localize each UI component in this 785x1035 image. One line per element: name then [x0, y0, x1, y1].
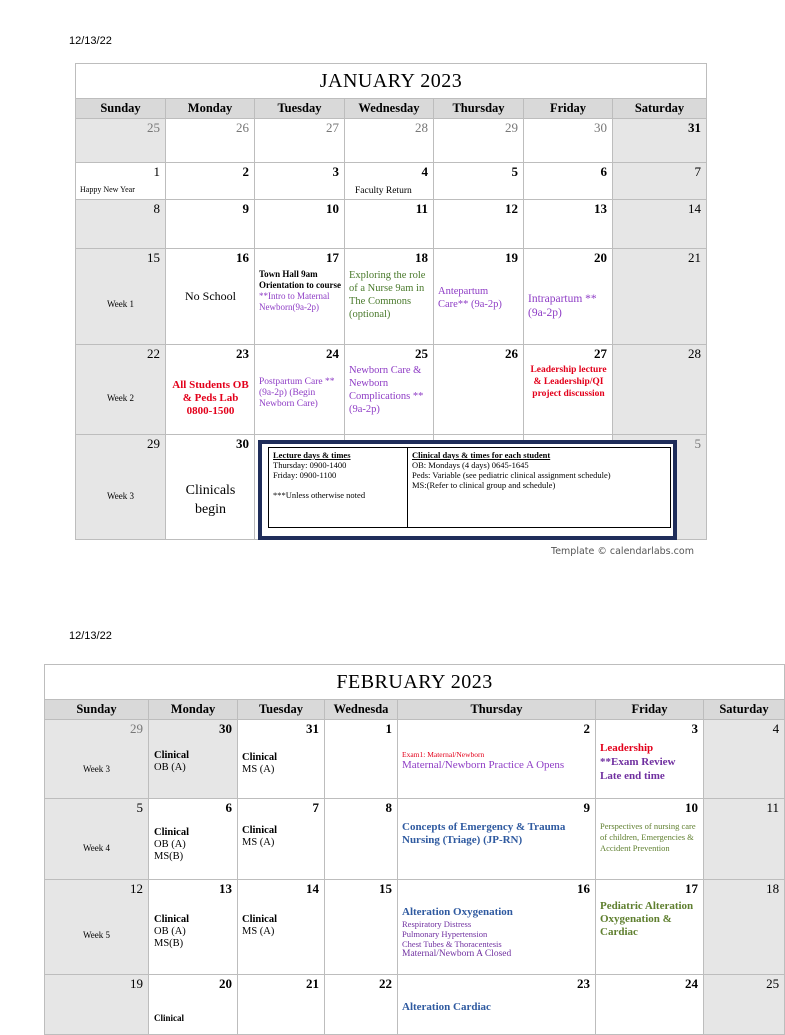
day-cell	[76, 249, 166, 345]
day-cell	[398, 799, 596, 880]
event-clinical	[154, 827, 234, 863]
event-exploring: Exploring the role of a Nurse 9am in The Commons (optional)	[349, 270, 426, 320]
practice-a-opens: Maternal/Newborn Practice A Opens	[402, 759, 565, 771]
day-cell	[398, 720, 596, 799]
day-number: 17	[326, 250, 339, 265]
event-faculty-return: Faculty Return	[355, 186, 412, 196]
day-cell	[325, 720, 398, 799]
day-number: 14	[688, 201, 701, 216]
header-tuesday: Tuesday	[238, 700, 325, 720]
day-number: 13	[219, 881, 232, 896]
day-cell	[166, 200, 255, 249]
event-clinicals-begin: Clinicals begin	[185, 483, 236, 517]
day-number: 26	[505, 346, 518, 361]
header-wednesday: Wednesda	[325, 700, 398, 720]
day-cell	[325, 880, 398, 975]
header-wednesday: Wednesday	[345, 99, 434, 119]
day-cell	[45, 975, 149, 1035]
event-newborn-care: Newborn Care & Newborn Complications **(9a-2p)	[349, 365, 424, 415]
day-cell	[613, 345, 707, 435]
day-number: 25	[766, 976, 780, 991]
leadership-text: Leadership	[600, 742, 654, 754]
day-number: 7	[312, 800, 319, 815]
event-clinical	[242, 825, 321, 849]
day-cell	[76, 200, 166, 249]
day-number: 26	[236, 120, 249, 135]
header-thursday: Thursday	[398, 700, 596, 720]
day-cell	[149, 720, 238, 799]
day-cell	[704, 880, 785, 975]
day-number: 18	[766, 881, 780, 896]
day-cell	[325, 975, 398, 1035]
day-cell	[238, 975, 325, 1035]
day-number: 15	[147, 250, 160, 265]
day-number: 10	[685, 800, 698, 815]
day-number: 12	[130, 881, 143, 896]
header-monday: Monday	[166, 99, 255, 119]
day-cell	[166, 163, 255, 200]
day-number: 19	[505, 250, 518, 265]
info-divider	[407, 448, 408, 527]
lecture-thursday: Thursday: 0900-1400	[273, 460, 347, 470]
day-cell	[76, 435, 166, 540]
clinical-label: Clinical	[154, 750, 190, 761]
day-cell	[76, 345, 166, 435]
alteration-oxygenation-title: Alteration Oxygenation	[402, 906, 513, 918]
day-number: 13	[594, 201, 607, 216]
day-number: 8	[153, 201, 160, 216]
day-cell	[345, 200, 434, 249]
day-cell	[704, 799, 785, 880]
event-pediatric-alteration: Pediatric Alteration Oxygenation & Cardiac	[600, 900, 694, 938]
clinical-label: Clinical	[154, 827, 190, 838]
exam1-text: Exam1: Maternal/Newborn	[402, 750, 485, 759]
day-cell	[255, 163, 345, 200]
day-number: 27	[594, 346, 607, 361]
day-number: 6	[225, 800, 232, 815]
day-number: 24	[685, 976, 698, 991]
day-cell	[345, 163, 434, 200]
day-number: 15	[379, 881, 392, 896]
event-clinical	[154, 914, 234, 950]
clinical-group: MS (A)	[242, 764, 275, 775]
clinical-group: OB (A)	[154, 926, 186, 937]
event-happy-new-year: Happy New Year	[80, 185, 135, 194]
day-cell	[238, 880, 325, 975]
event-town-hall	[259, 269, 341, 313]
day-cell	[149, 880, 238, 975]
day-cell	[434, 249, 524, 345]
week-label: Week 5	[82, 930, 110, 940]
day-cell	[524, 119, 613, 163]
day-cell	[166, 435, 255, 540]
month-title: FEBRUARY 2023	[45, 665, 785, 700]
clinical-group: MS (A)	[242, 837, 275, 848]
day-number: 23	[577, 976, 590, 991]
day-cell	[596, 880, 704, 975]
day-cell	[613, 119, 707, 163]
header-thursday: Thursday	[434, 99, 524, 119]
day-number: 9	[583, 800, 590, 815]
day-number: 21	[306, 976, 319, 991]
day-cell	[524, 163, 613, 200]
clinical-heading: Clinical days & times for each student	[412, 450, 551, 460]
header-friday: Friday	[524, 99, 613, 119]
event-concepts-emergency: Concepts of Emergency & Trauma Nursing (Triage) (JP-RN)	[402, 821, 566, 846]
day-number: 8	[385, 800, 392, 815]
day-cell	[238, 799, 325, 880]
day-number: 2	[242, 164, 249, 179]
header-friday: Friday	[596, 700, 704, 720]
day-cell	[45, 799, 149, 880]
day-number: 9	[242, 201, 249, 216]
day-number: 21	[688, 250, 701, 265]
week-label: Week 3	[82, 764, 110, 774]
day-cell	[704, 720, 785, 799]
day-number: 6	[600, 164, 607, 179]
day-cell	[704, 975, 785, 1035]
town-hall-text: Town Hall 9am	[259, 269, 318, 279]
event-clinical	[242, 752, 321, 776]
day-number: 5	[136, 800, 143, 815]
template-credit: Template © calendarlabs.com	[551, 546, 694, 557]
clinical-ms: MS:(Refer to clinical group and schedule)	[412, 480, 556, 490]
day-number: 3	[332, 164, 339, 179]
day-number: 27	[326, 120, 339, 135]
day-number: 5	[511, 164, 518, 179]
day-number: 23	[236, 346, 249, 361]
day-number: 20	[594, 250, 607, 265]
event-intrapartum: Intrapartum **(9a-2p)	[528, 293, 597, 319]
event-alteration-oxygenation	[402, 906, 592, 960]
event-no-school: No School	[185, 289, 236, 303]
day-number: 16	[236, 250, 249, 265]
clinical-group: OB (A)	[154, 839, 186, 850]
day-cell	[398, 880, 596, 975]
event-leadership-lecture: Leadership lecture & Leadership/QI project discussion	[530, 365, 607, 399]
day-cell	[613, 163, 707, 200]
topic-item: Chest Tubes & Thoracentesis	[402, 939, 502, 949]
exam-review-text: **Exam Review	[600, 756, 676, 768]
event-clinical	[242, 914, 321, 938]
day-cell	[596, 720, 704, 799]
clinical-label: Clinical	[154, 914, 190, 925]
day-number: 20	[219, 976, 232, 991]
intro-maternal-text: **Intro to Maternal Newborn(9a-2p)	[259, 291, 330, 312]
event-perspectives: Perspectives of nursing care of children, Emergencies & Accident Prevention	[600, 821, 696, 853]
day-cell	[596, 975, 704, 1035]
day-number: 22	[147, 346, 160, 361]
lecture-heading: Lecture days & times	[273, 450, 351, 460]
clinical-group: MS (A)	[242, 926, 275, 937]
info-box-inner	[268, 447, 671, 528]
day-number: 28	[688, 346, 701, 361]
clinical-group: MS(B)	[154, 938, 184, 949]
topic-item: Respiratory Distress	[402, 919, 472, 929]
header-sunday: Sunday	[76, 99, 166, 119]
event-all-students-lab: All Students OB & Peds Lab 0800-1500	[172, 379, 249, 417]
day-number: 30	[219, 721, 232, 736]
day-cell	[255, 119, 345, 163]
day-cell	[76, 119, 166, 163]
day-cell	[255, 249, 345, 345]
day-number: 19	[130, 976, 143, 991]
day-cell	[434, 163, 524, 200]
lecture-info	[273, 450, 407, 500]
week-label: Week 1	[106, 299, 134, 309]
day-number: 4	[772, 721, 780, 736]
day-cell	[434, 200, 524, 249]
clinical-group: OB (A)	[154, 762, 186, 773]
orientation-text: Orientation to course	[259, 280, 341, 290]
lecture-friday: Friday: 0900-1100	[273, 470, 337, 480]
day-cell	[325, 799, 398, 880]
week-label: Week 3	[106, 491, 134, 501]
day-cell	[596, 799, 704, 880]
day-number: 14	[306, 881, 319, 896]
day-number: 10	[326, 201, 339, 216]
day-number: 16	[577, 881, 590, 896]
day-cell	[345, 345, 434, 435]
clinical-peds: Peds: Variable (see pediatric clinical assignment schedule)	[412, 470, 611, 480]
day-number: 28	[415, 120, 428, 135]
clinical-label: Clinical	[154, 1013, 185, 1023]
day-cell	[149, 975, 238, 1035]
day-cell	[434, 119, 524, 163]
event-exam1	[402, 750, 592, 772]
day-number: 24	[326, 346, 339, 361]
day-number: 17	[685, 881, 698, 896]
day-number: 29	[130, 721, 143, 736]
day-number: 3	[691, 721, 698, 736]
topic-item: Pulmonary Hypertension	[402, 929, 488, 939]
clinical-ob: OB: Mondays (4 days) 0645-1645	[412, 460, 529, 470]
day-cell	[345, 249, 434, 345]
day-cell	[524, 200, 613, 249]
day-number: 22	[379, 976, 392, 991]
day-cell	[613, 200, 707, 249]
day-cell	[524, 345, 613, 435]
maternal-closed: Maternal/Newborn A Closed	[402, 949, 512, 959]
day-cell	[434, 345, 524, 435]
day-cell	[45, 880, 149, 975]
day-number: 31	[306, 721, 319, 736]
february-calendar	[44, 664, 785, 1035]
print-date: 12/13/22	[69, 35, 112, 47]
late-end-text: Late end time	[600, 770, 665, 782]
day-cell	[255, 200, 345, 249]
day-cell	[238, 720, 325, 799]
header-tuesday: Tuesday	[255, 99, 345, 119]
day-cell	[255, 345, 345, 435]
day-cell	[149, 799, 238, 880]
month-title: JANUARY 2023	[76, 64, 707, 99]
day-number: 18	[415, 250, 428, 265]
header-monday: Monday	[149, 700, 238, 720]
print-date: 12/13/22	[69, 630, 112, 642]
schedule-info-box	[258, 440, 677, 540]
day-cell	[166, 249, 255, 345]
day-cell	[45, 720, 149, 799]
day-number: 25	[415, 346, 428, 361]
lecture-note: ***Unless otherwise noted	[273, 490, 366, 500]
day-cell	[166, 345, 255, 435]
day-number: 29	[505, 120, 518, 135]
week-label: Week 4	[82, 843, 110, 853]
day-cell	[398, 975, 596, 1035]
day-number: 1	[385, 721, 392, 736]
clinical-label: Clinical	[242, 914, 278, 925]
day-number: 30	[236, 436, 249, 451]
header-saturday: Saturday	[613, 99, 707, 119]
day-number: 1	[153, 164, 160, 179]
day-cell	[345, 119, 434, 163]
event-postpartum: Postpartum Care **(9a-2p) (Begin Newborn Care)	[259, 377, 335, 409]
event-clinical	[154, 750, 234, 774]
day-cell	[613, 249, 707, 345]
day-number: 29	[147, 436, 160, 451]
day-number: 11	[415, 201, 428, 216]
day-number: 30	[594, 120, 607, 135]
clinical-label: Clinical	[242, 825, 278, 836]
day-number: 12	[505, 201, 518, 216]
event-leadership	[600, 741, 700, 783]
clinical-label: Clinical	[242, 752, 278, 763]
day-number: 11	[766, 800, 780, 815]
day-number: 7	[694, 164, 701, 179]
header-saturday: Saturday	[704, 700, 785, 720]
day-number: 4	[421, 164, 428, 179]
day-number: 5	[694, 436, 701, 451]
day-number: 25	[147, 120, 160, 135]
day-cell	[76, 163, 166, 200]
day-cell	[166, 119, 255, 163]
week-label: Week 2	[106, 393, 134, 403]
event-alteration-cardiac: Alteration Cardiac	[402, 1001, 491, 1013]
clinical-info	[412, 450, 668, 490]
header-sunday: Sunday	[45, 700, 149, 720]
day-number: 31	[688, 120, 701, 135]
event-antepartum: Antepartum Care** (9a-2p)	[438, 286, 502, 310]
day-cell	[524, 249, 613, 345]
day-number: 2	[583, 721, 590, 736]
clinical-group: MS(B)	[154, 851, 184, 862]
